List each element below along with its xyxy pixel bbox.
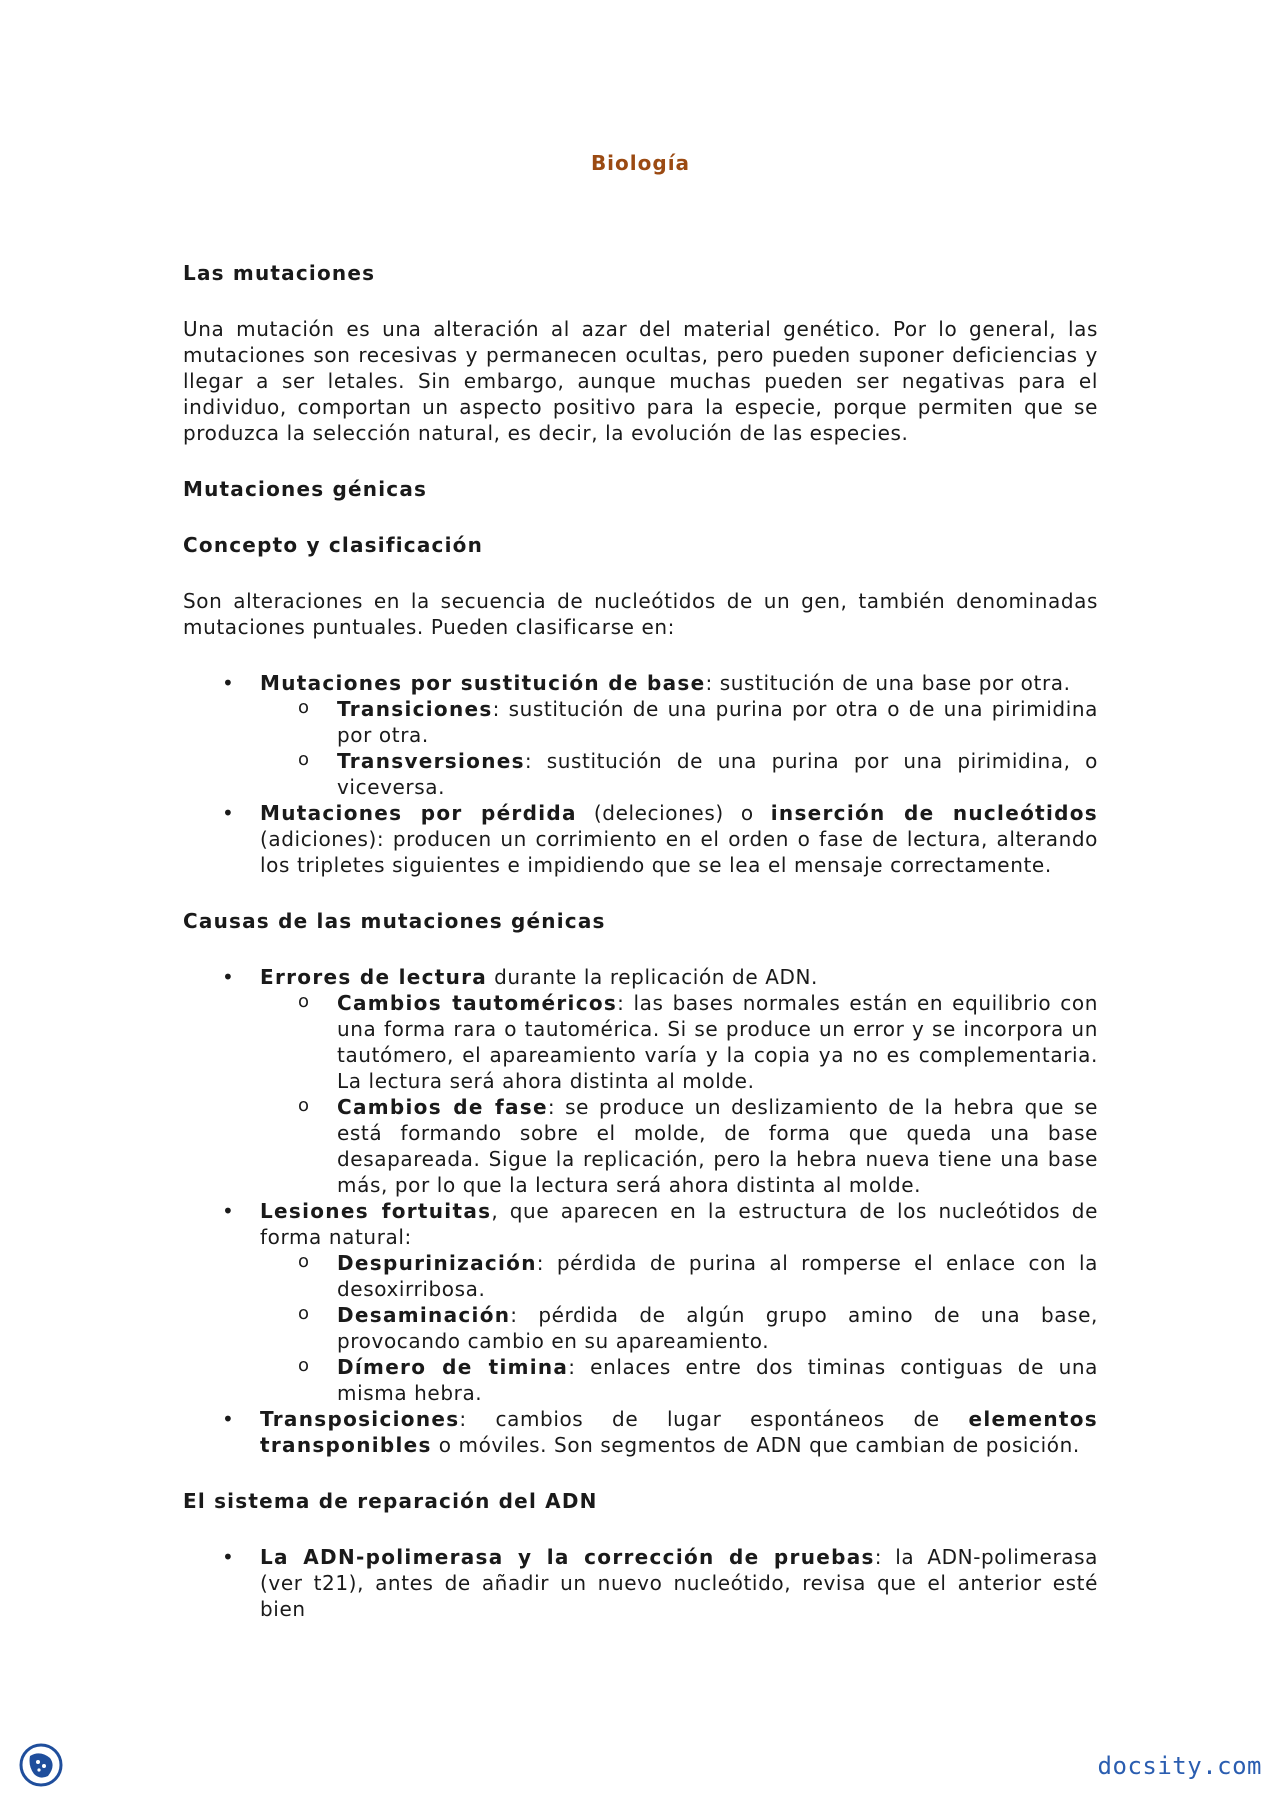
term: Lesiones fortuitas — [260, 1199, 492, 1223]
heading-reparacion: El sistema de reparación del ADN — [183, 1489, 598, 1513]
sublist-item — [260, 990, 1098, 1094]
item-text: : cambios de lugar espontáneos de — [459, 1407, 969, 1431]
heading-concepto-clasificacion: Concepto y clasificación — [183, 533, 484, 557]
sublist-item — [260, 1354, 1098, 1406]
item-text: : pérdida de algún grupo amino de una base, provocando cambio en su apareamiento. — [337, 1303, 1098, 1353]
sublist-item — [260, 1250, 1098, 1302]
item-text: : sustitución de una purina por otra o de una pirimidina por otra. — [337, 697, 1098, 747]
sublist — [260, 696, 1098, 800]
item-text: : las bases normales están en equilibrio con una forma rara o tautomérica. Si se produce un error y se incorpora un tautómero, el apareamiento varía y la copia ya no es complementaria. La lectura será ahora distinta al molde. — [337, 991, 1098, 1093]
list-item — [183, 800, 1098, 878]
term: La ADN-polimerasa y la corrección de pruebas — [260, 1545, 875, 1569]
item-text: : enlaces entre dos timinas contiguas de una misma hebra. — [337, 1355, 1098, 1405]
document-content — [183, 150, 1098, 1652]
term: Mutaciones por sustitución de base — [260, 671, 706, 695]
docsity-logo-icon[interactable] — [18, 1742, 64, 1788]
document-title: Biología — [590, 151, 691, 175]
term: Cambios tautoméricos — [337, 991, 618, 1015]
heading-causas: Causas de las mutaciones génicas — [183, 909, 606, 933]
item-text: (adiciones): producen un corrimiento en el orden o fase de lectura, alterando los tripletes siguientes e impidiendo que se lea el mensaje correctamente. — [260, 827, 1098, 877]
item-text: : la ADN-polimerasa (ver t21), antes de añadir un nuevo nucleótido, revisa que el anterior esté bien — [260, 1545, 1098, 1621]
term: Errores de lectura — [260, 965, 488, 989]
docsity-brand-link[interactable]: docsity.com — [1097, 1752, 1262, 1780]
term: elementos transponibles — [260, 1407, 1098, 1457]
sublist-item — [260, 696, 1098, 748]
list-causas — [183, 964, 1098, 1458]
paragraph-mutaciones: Una mutación es una alteración al azar del material genético. Por lo general, las mutaciones son recesivas y permanecen ocultas, pero pueden suponer deficiencias y llegar a ser letales. Sin embargo, aunque muchas pueden ser negativas para el individuo, comportan un aspecto positivo para la especie, porque permiten que se produzca la selección natural, es decir, la evolución de las especies. — [183, 317, 1098, 445]
term: Transiciones — [337, 697, 493, 721]
item-text: : sustitución de una purina por una pirimidina, o viceversa. — [337, 749, 1098, 799]
list-clasificacion — [183, 670, 1098, 878]
list-reparacion — [183, 1544, 1098, 1622]
sublist-item — [260, 1094, 1098, 1198]
heading-mutaciones-genicas: Mutaciones génicas — [183, 477, 428, 501]
term: Desaminación — [337, 1303, 511, 1327]
sublist — [260, 990, 1098, 1198]
term: Despurinización — [337, 1251, 537, 1275]
item-text: , que aparecen en la estructura de los nucleótidos de forma natural: — [260, 1199, 1098, 1249]
list-item — [183, 1198, 1098, 1406]
list-item — [183, 964, 1098, 1198]
sublist — [260, 1250, 1098, 1406]
item-text: : pérdida de purina al romperse el enlace con la desoxirribosa. — [337, 1251, 1098, 1301]
list-item — [183, 1544, 1098, 1622]
term: Mutaciones por pérdida — [260, 801, 577, 825]
item-text: o móviles. Son segmentos de ADN que cambian de posición. — [431, 1433, 1080, 1457]
sublist-item — [260, 748, 1098, 800]
item-text: : se produce un deslizamiento de la hebra que se está formando sobre el molde, de forma que queda una base desapareada. Sigue la replicación, pero la hebra nueva tiene una base más, por lo que la lectura será ahora distinta al molde. — [337, 1095, 1098, 1197]
item-text: (deleciones) o — [576, 801, 771, 825]
heading-las-mutaciones: Las mutaciones — [183, 261, 376, 285]
sublist-item — [260, 1302, 1098, 1354]
paragraph-concepto: Son alteraciones en la secuencia de nucleótidos de un gen, también denominadas mutaciones puntuales. Pueden clasificarse en: — [183, 589, 1098, 639]
list-item — [183, 1406, 1098, 1458]
item-text: durante la replicación de ADN. — [487, 965, 818, 989]
term: Transversiones — [337, 749, 525, 773]
term: inserción de nucleótidos — [770, 801, 1098, 825]
term: Cambios de fase — [337, 1095, 548, 1119]
term: Transposiciones — [260, 1407, 460, 1431]
term: Dímero de timina — [337, 1355, 569, 1379]
item-text: : sustitución de una base por otra. — [705, 671, 1071, 695]
list-item — [183, 670, 1098, 800]
